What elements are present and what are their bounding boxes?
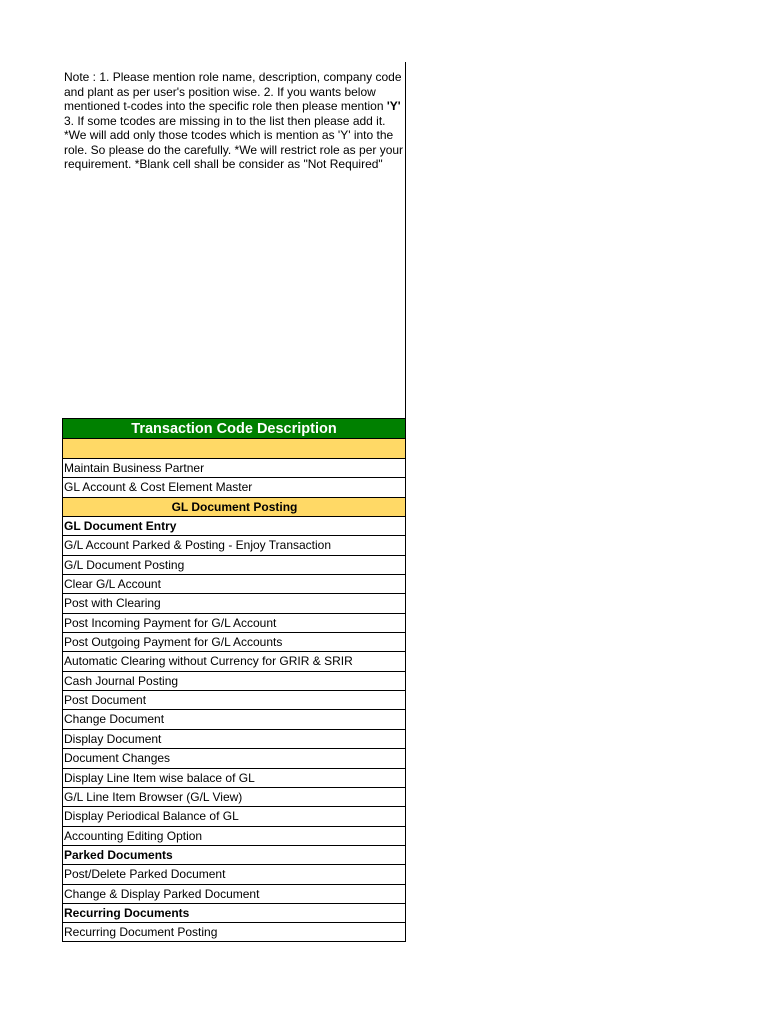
table-row[interactable]: Accounting Editing Option [62, 826, 406, 845]
table-row[interactable]: Document Changes [62, 748, 406, 767]
group-header-row[interactable]: GL Document Entry [62, 516, 406, 535]
table-row[interactable]: Post Document [62, 690, 406, 709]
table-row[interactable]: Post Incoming Payment for G/L Account [62, 613, 406, 632]
table-row[interactable]: G/L Document Posting [62, 555, 406, 574]
table-row[interactable]: Cash Journal Posting [62, 671, 406, 690]
table-row[interactable]: Recurring Document Posting [62, 922, 406, 941]
table-row[interactable]: Display Line Item wise balace of GL [62, 768, 406, 787]
note-text-suffix: 3. If some tcodes are missing in to the list then please add it. *We will add only those tcodes which is mention as 'Y' into the role. So please do the carefully. *We will restrict role as per your requirement. *Blank cell shall be consider as "Not Required" [64, 113, 404, 171]
table-row[interactable]: Change Document [62, 709, 406, 728]
table-row[interactable]: G/L Line Item Browser (G/L View) [62, 787, 406, 806]
table-row[interactable]: Post/Delete Parked Document [62, 864, 406, 883]
note-cell[interactable] [63, 62, 406, 418]
table-row[interactable]: Maintain Business Partner [62, 458, 406, 477]
table-row[interactable]: G/L Account Parked & Posting - Enjoy Transaction [62, 535, 406, 554]
blank-highlight-row[interactable] [62, 439, 406, 458]
note-text-prefix: Note : 1. Please mention role name, description, company code and plant as per user's position wise. 2. If you wants below mentioned t-codes into the specific role then please mention [64, 70, 402, 113]
table-row[interactable]: Display Document [62, 729, 406, 748]
section-header-row[interactable]: GL Document Posting [62, 497, 406, 516]
table-header[interactable]: Transaction Code Description [62, 418, 406, 439]
note-text-bold-y: 'Y' [386, 99, 401, 113]
table-row[interactable]: Automatic Clearing without Currency for GRIR & SRIR [62, 651, 406, 670]
table-row[interactable]: Display Periodical Balance of GL [62, 806, 406, 825]
table-row[interactable]: Post Outgoing Payment for G/L Accounts [62, 632, 406, 651]
table-row[interactable]: Change & Display Parked Document [62, 884, 406, 903]
table-row[interactable]: GL Account & Cost Element Master [62, 477, 406, 496]
table-row[interactable]: Post with Clearing [62, 593, 406, 612]
transaction-code-table [62, 418, 406, 942]
group-header-row[interactable]: Recurring Documents [62, 903, 406, 922]
table-row[interactable]: Clear G/L Account [62, 574, 406, 593]
table-rows [62, 458, 406, 942]
note-text [63, 62, 405, 172]
group-header-row[interactable]: Parked Documents [62, 845, 406, 864]
